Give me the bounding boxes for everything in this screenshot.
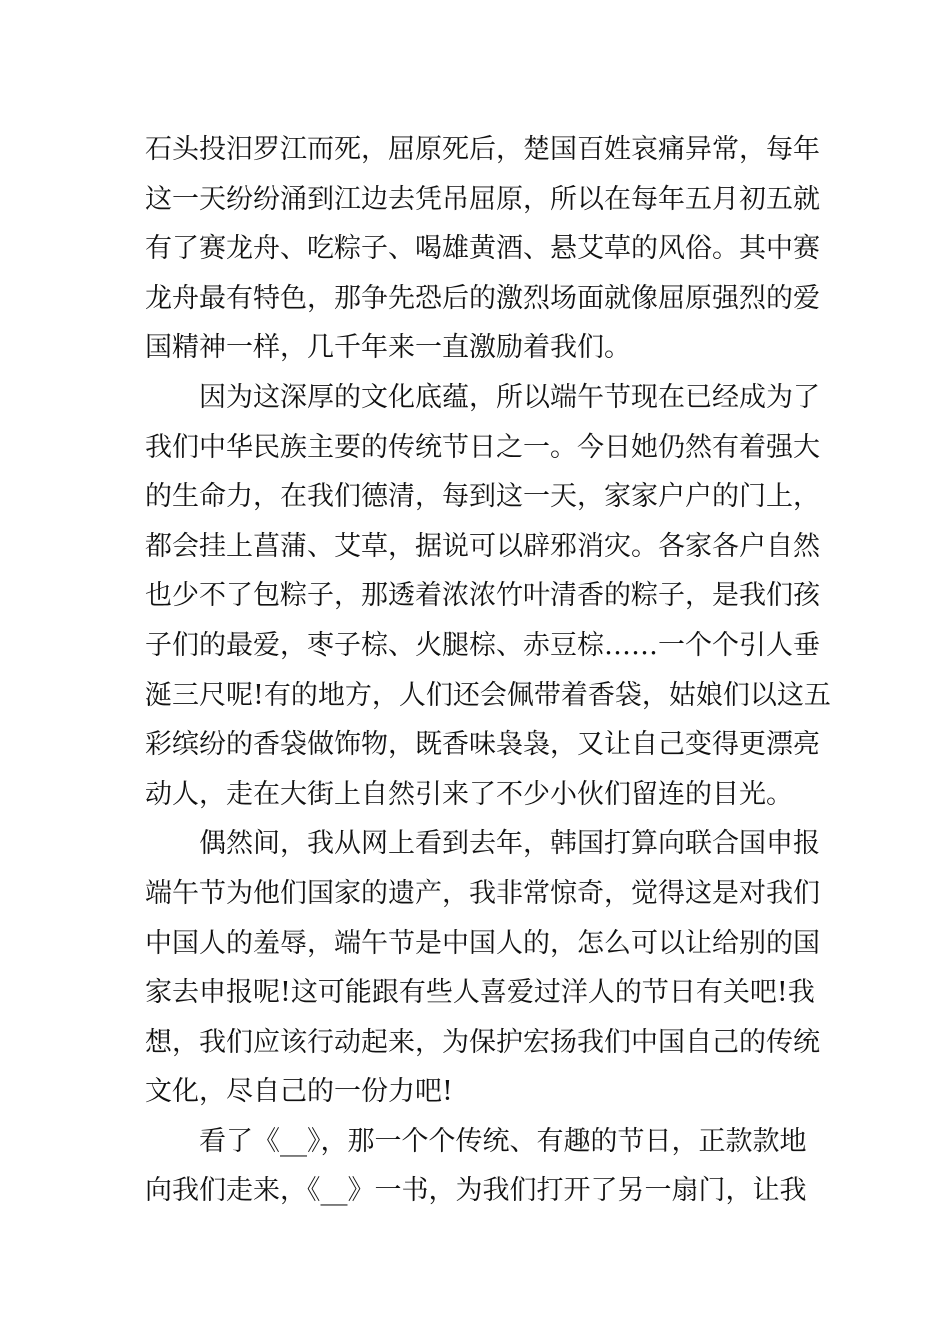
paragraph-2 [145, 373, 831, 819]
text-line: 偶然间，我从网上看到去年，韩国打算向联合国申报 [199, 828, 820, 860]
text-line: 石头投汨罗江而死，屈原死后，楚国百姓哀痛异常，每年 [145, 134, 820, 165]
text-line: 的生命力，在我们德清，每到这一天，家家户户的门上， [145, 481, 820, 513]
text-line: 国精神一样，几千年来一直激励着我们。 [145, 332, 631, 364]
text-line: 这一天纷纷涌到江边去凭吊屈原，所以在每年五月初五就 [145, 183, 820, 215]
text-line: 端午节为他们国家的遗产，我非常惊奇，觉得这是对我们 [145, 877, 820, 909]
text-line: 动人，走在大街上自然引来了不少小伙们留连的目光。 [145, 778, 793, 810]
text-line: 中国人的羞辱，端午节是中国人的，怎么可以让给别的国 [145, 927, 820, 959]
text-line: 向我们走来，《__》一书，为我们打开了另一扇门，让我 [145, 1175, 807, 1207]
paragraph-3 [145, 819, 820, 1117]
document-body [145, 125, 831, 1216]
text-line: 都会挂上菖蒲、艾草，据说可以辟邪消灾。各家各户自然 [145, 530, 820, 562]
text-line: 彩缤纷的香袋做饰物，既香味袅袅，又让自己变得更漂亮 [145, 729, 820, 761]
text-line: 想，我们应该行动起来，为保护宏扬我们中国自己的传统 [145, 1026, 820, 1058]
text-line: 看了《__》，那一个个传统、有趣的节日，正款款地 [199, 1125, 807, 1157]
text-line: 涎三尺呢!有的地方，人们还会佩带着香袋，姑娘们以这五 [145, 679, 831, 711]
text-line: 子们的最爱，枣子棕、火腿棕、赤豆棕……一个个引人垂 [145, 629, 820, 661]
text-line: 我们中华民族主要的传统节日之一。今日她仍然有着强大 [145, 431, 820, 463]
text-line: 文化，尽自己的一份力吧! [145, 1076, 453, 1108]
paragraph-4 [145, 1117, 810, 1216]
paragraph-1 [145, 125, 820, 373]
text-line: 因为这深厚的文化底蕴，所以端午节现在已经成为了 [199, 381, 820, 413]
text-line: 有了赛龙舟、吃粽子、喝雄黄酒、悬艾草的风俗。其中赛 [145, 233, 820, 265]
text-line: 龙舟最有特色，那争先恐后的激烈场面就像屈原强烈的爱 [145, 282, 820, 314]
text-line: 也少不了包粽子，那透着浓浓竹叶清香的粽子，是我们孩 [145, 580, 820, 612]
text-line: 家去申报呢!这可能跟有些人喜爱过洋人的节日有关吧!我 [145, 977, 815, 1009]
